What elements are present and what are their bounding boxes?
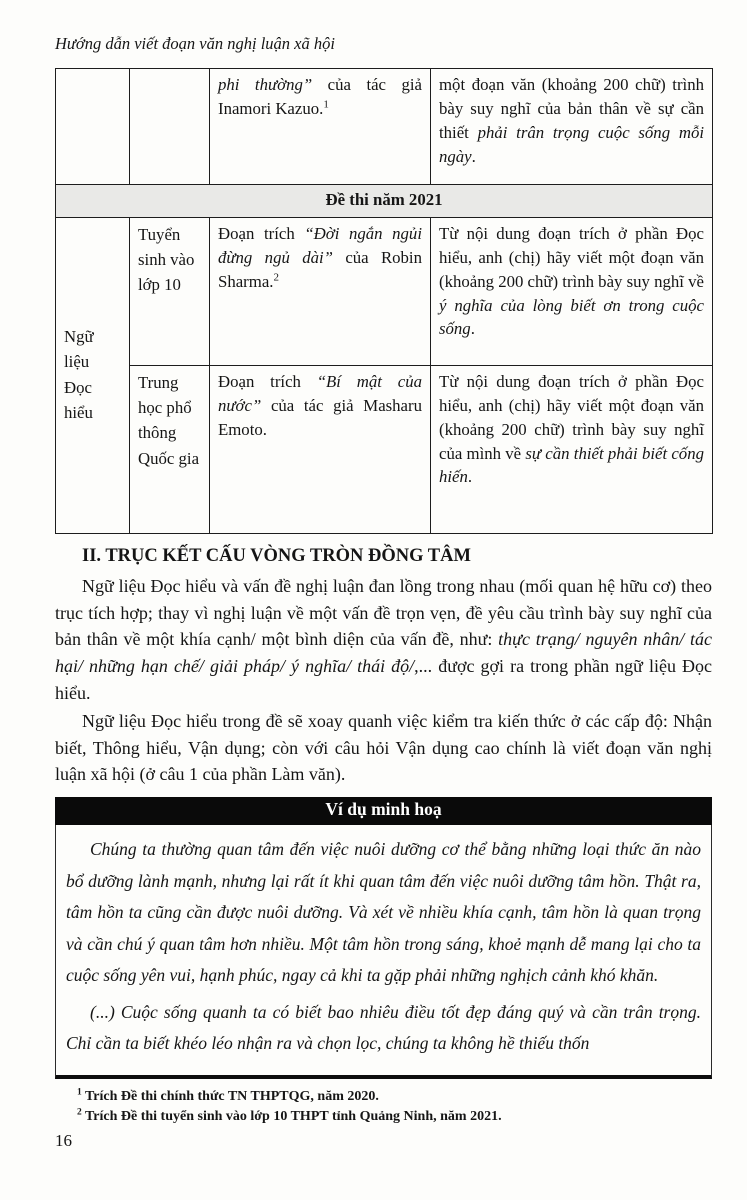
cell-passage <box>210 69 431 185</box>
table-row-carryover <box>56 69 713 185</box>
passage-pre: Đoạn trích <box>218 224 305 243</box>
passage-pre: Đoạn trích <box>218 372 317 391</box>
body-paragraph-1 <box>55 573 712 706</box>
cell-task <box>431 366 713 534</box>
cell-passage <box>210 218 431 366</box>
passage-rest: của Robin Sharma. <box>218 247 422 291</box>
paragraph-emphasis: thực trạng/ nguyên nhân/ tác hại/ những hạn chế/ giải pháp/ ý nghĩa/ thái độ/ <box>55 629 712 676</box>
cell-level: Tuyển sinh vào lớp 10 <box>130 218 210 366</box>
paragraph-end: ,... được gợi ra trong phần ngữ liệu Đọc hiểu. <box>55 655 712 703</box>
passage-rest: của tác giả Masharu Emoto. <box>218 395 422 439</box>
year-banner: Đề thi năm 2021 <box>56 185 713 218</box>
body-paragraph-2: Ngữ liệu Đọc hiểu trong đề sẽ xoay quanh việc kiểm tra kiến thức ở các cấp độ: Nhận biết, Thông hiểu, Vận dụng; còn với câu hỏi Vận dụng cao chính là viết đoạn văn nghị luận xã hội (ở câu 1 của phần Làm văn). <box>55 711 712 785</box>
cell-task <box>431 69 713 185</box>
footnote-text: Trích Đề thi chính thức TN THPTQG, năm 2020. <box>81 1088 379 1104</box>
footnote-ref: 2 <box>77 1106 82 1117</box>
running-header: Hướng dẫn viết đoạn văn nghị luận xã hội <box>55 34 335 53</box>
cell-empty-material <box>56 69 130 185</box>
cell-material: Ngữ liệu Đọc hiểu <box>56 218 130 534</box>
passage-title: phi thường” <box>218 75 313 94</box>
example-paragraph-2: (...) Cuộc sống quanh ta có biết bao nhiêu điều tốt đẹp đáng quý và cần trân trọng. Chỉ cần ta biết khéo léo nhận ra và chọn lọc, chúng ta không hề thiếu thốn <box>66 1001 701 1053</box>
example-box <box>55 825 712 1079</box>
task-end: . <box>470 319 475 339</box>
example-paragraph-1: Chúng ta thường quan tâm đến việc nuôi dưỡng cơ thể bằng những loại thức ăn nào bổ dưỡng lành mạnh, nhưng lại rất ít khi quan tâm đến việc nuôi dưỡng tâm hồn. Thật ra, tâm hồn ta cũng cần được nuôi dưỡng. Và xét về nhiều khía cạnh, tâm hồn là quan trọng và cần chú ý quan tâm hơn nhiều. Một tâm hồn trong sáng, khoẻ mạnh dễ mang lại cho ta cuộc sống yên vui, hạnh phúc, ngay cả khi ta gặp phải những nghịch cảnh khó khăn. <box>66 839 701 985</box>
task-end: . <box>467 467 473 487</box>
passage-title: “Đời ngắn ngủi đừng ngủ dài” <box>218 224 422 267</box>
table-row-exam-2 <box>56 366 713 534</box>
task-emphasis: ý nghĩa của lòng biết ơn trong cuộc sống <box>439 295 704 339</box>
table-row-year <box>56 185 713 218</box>
footnote-text: Trích Đề thi tuyển sinh vào lớp 10 THPT tỉnh Quảng Ninh, năm 2021. <box>81 1108 502 1124</box>
section-title: II. TRỤC KẾT CẤU VÒNG TRÒN ĐỒNG TÂM <box>82 546 471 566</box>
footnote-ref-marker: 2 <box>273 271 279 284</box>
footnote-1 <box>77 1086 712 1105</box>
paragraph-text: Ngữ liệu Đọc hiểu và vấn đề nghị luận đan lồng trong nhau (mối quan hệ hữu cơ) theo trục tích hợp; thay vì nghị luận về một vấn đề trọn vẹn, đề yêu cầu trình bày suy nghĩ của bản thân về một khía cạnh/ một bình diện của vấn đề, như: <box>55 576 712 650</box>
task-text: Từ nội dung đoạn trích ở phần Đọc hiểu, anh (chị) hãy viết một đoạn văn (khoảng 200 chữ) trình bày suy nghĩ về <box>439 224 704 291</box>
cell-passage <box>210 366 431 534</box>
page-number: 16 <box>55 1130 72 1150</box>
example-banner: Ví dụ minh hoạ <box>55 797 712 825</box>
cell-empty-level <box>130 69 210 185</box>
task-end: . <box>471 146 476 166</box>
passage-title: “Bí mật của nước” <box>218 372 422 415</box>
cell-level: Trung học phổ thông Quốc gia <box>130 366 210 534</box>
footnote-ref-marker: 1 <box>323 98 329 111</box>
task-text: một đoạn văn (khoảng 200 chữ) trình bày suy nghĩ của bản thân về sự cần thiết <box>439 75 704 142</box>
task-emphasis: phải trân trọng cuộc sống mỗi ngày <box>439 122 705 166</box>
task-text: Từ nội dung đoạn trích ở phần Đọc hiểu, anh (chị) hãy viết một đoạn văn (khoảng 200 chữ) trình bày suy nghĩ của mình về <box>439 372 704 463</box>
exam-table <box>55 68 713 534</box>
footnote-ref: 1 <box>77 1086 82 1097</box>
task-emphasis: sự cần thiết phải biết cống hiến <box>439 443 704 487</box>
table-row-exam-1 <box>56 218 713 366</box>
footnotes <box>55 1086 712 1125</box>
footnote-2 <box>77 1106 712 1125</box>
passage-rest: của tác giả Inamori Kazuo. <box>218 75 422 118</box>
cell-task <box>431 218 713 366</box>
